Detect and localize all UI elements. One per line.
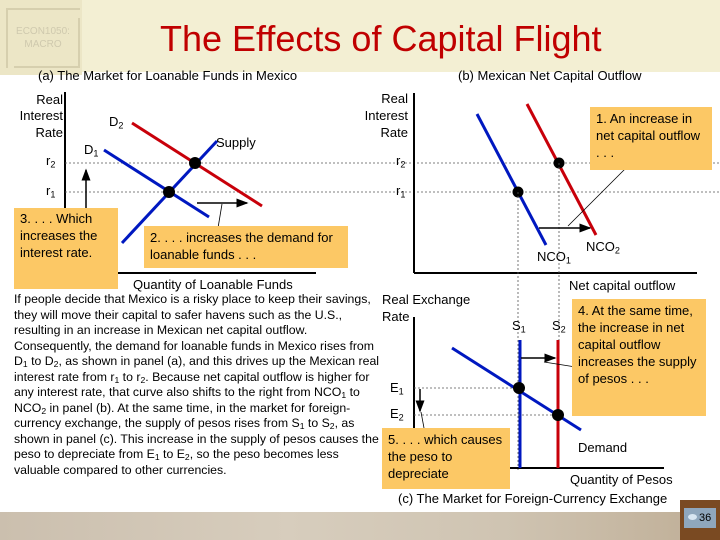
nco2-label: $NCO_2$ <box>586 239 620 256</box>
panel-b-y-label-1: Real <box>381 91 408 106</box>
panel-c-caption: (c) The Market for Foreign-Currency Exchange <box>398 491 668 506</box>
e1-label: $E_1$ <box>390 380 404 397</box>
panel-a-caption: (a) The Market for Loanable Funds in Mexico <box>38 68 298 83</box>
nco1-curve <box>477 114 546 245</box>
panel-b-y-label-3: Rate <box>380 125 408 140</box>
y-label-line: Real <box>36 92 63 107</box>
panel-a-y-label <box>30 91 63 108</box>
logo-line-2: MACRO <box>24 39 62 50</box>
callout-1: 1. An increase in net capital outflow . . . <box>590 107 712 170</box>
equilibrium-point-2 <box>189 157 201 169</box>
callout-2-pointer <box>218 204 222 228</box>
callout-5-pointer <box>421 412 424 428</box>
panel-a-r1-label: $r_1$ <box>46 183 56 200</box>
d1-label: $D_1$ <box>84 142 99 159</box>
panel-a-r2-label: $r_2$ <box>46 153 56 170</box>
footer-band <box>0 512 720 540</box>
page-number: 36 <box>699 512 712 524</box>
panel-b-y-label-2: Interest <box>364 108 408 123</box>
s2-label: $S_2$ <box>552 318 566 335</box>
panel-a-y-label-2: Interest <box>19 108 63 123</box>
e1-point <box>513 382 525 394</box>
thumbnail-dot-icon <box>688 514 697 520</box>
panel-b-caption: (b) Mexican Net Capital Outflow <box>458 68 642 83</box>
panel-b-r2-label: $r_2$ <box>396 153 406 170</box>
d2-label: $D_2$ <box>109 114 124 131</box>
slide-title: The Effects of Capital Flight <box>160 18 602 59</box>
panel-c-y-label-2: Rate <box>382 309 410 324</box>
panel-c-y-label-1: Real Exchange <box>382 292 471 307</box>
callout-5: 5. . . . which causes the peso to depreciate <box>382 428 510 489</box>
equilibrium-point-1 <box>163 186 175 198</box>
nco1-label: $NCO_1$ <box>537 249 571 266</box>
callout-2: 2. . . . increases the demand for loanable funds . . . <box>144 226 348 268</box>
explanation-paragraph: If people decide that Mexico is a risky place to keep their savings, they will move their capital to safer havens such as the U.S., resulting in an increase in Mexican net capital outflow. Consequently, the demand for loanable funds in Mexico rises from $D_1$ to $D_2$, as shown in panel (a), and this drives up the Mexican real interest rate from $r_1$ to $r_2$. Because net capital outflow is higher for any interest rate, that curve also shifts to the right from $NCO_1$ to $NCO_2$ in panel (b). At the same time, in the market for foreign-currency exchange, the supply of pesos rises from $S_1$ to $S_2$, as shown in panel (c). This increase in the supply of pesos causes the peso to depreciate from $E_1$ to $E_2$, so the peso becomes less valuable compared to other currencies. <box>14 292 380 477</box>
panel-a-y-label-3: Rate <box>35 125 63 140</box>
supply-label: Supply <box>216 135 256 150</box>
logo-line-1: ECON1050: <box>16 26 70 37</box>
panel-c-x-label: Quantity of Pesos <box>570 472 673 487</box>
s1-label: $S_1$ <box>512 318 526 335</box>
peso-demand-label: Demand <box>578 440 628 455</box>
callout-3: 3. . . . Which increases the interest rate. <box>14 208 118 289</box>
panel-b-r1-label: $r_1$ <box>396 183 406 200</box>
e2-point <box>552 409 564 421</box>
panel-a-x-label: Quantity of Loanable Funds <box>133 277 293 292</box>
nco2-curve <box>527 104 596 235</box>
e2-label: $E_2$ <box>390 406 404 423</box>
callout-4: 4. At the same time, the increase in net capital outflow increases the supply of pesos . . . <box>572 299 706 416</box>
panel-b-x-label: Net capital outflow <box>569 278 676 293</box>
